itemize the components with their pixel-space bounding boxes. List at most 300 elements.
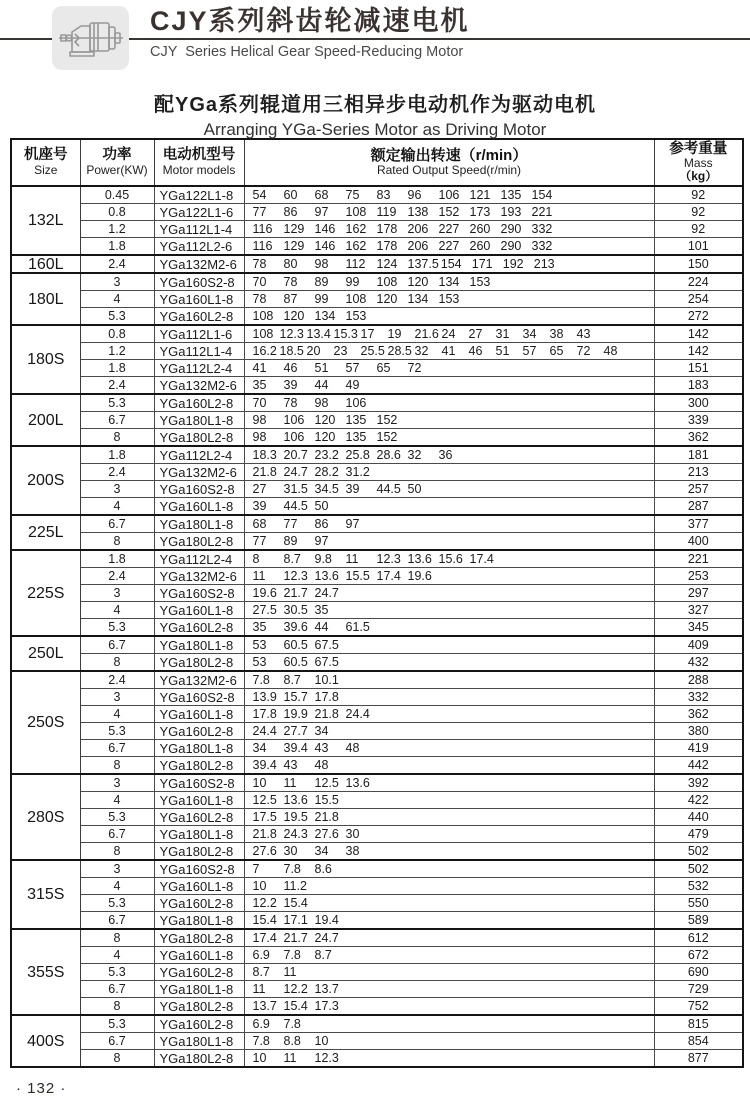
- speed-values: [253, 465, 654, 480]
- speed-values: [253, 896, 654, 911]
- speed-cell: [244, 481, 654, 498]
- speed-values: [253, 275, 654, 290]
- mass-cell: 183: [654, 377, 743, 395]
- speed-value: 89: [283, 533, 298, 548]
- size-cell: 250L: [11, 636, 80, 671]
- speed-values: [253, 205, 654, 220]
- speed-value: 24.7: [314, 585, 339, 600]
- speed-value: 146: [314, 221, 336, 236]
- mass-cell: 377: [654, 515, 743, 533]
- speed-value: 21.8: [252, 826, 277, 841]
- speed-value: 13.7: [252, 998, 277, 1013]
- model-cell: YGa132M2-6: [154, 255, 244, 273]
- speed-value: 178: [376, 238, 398, 253]
- speed-values: [253, 292, 654, 307]
- speed-value: 83: [376, 187, 391, 202]
- speed-value: 68: [252, 516, 267, 531]
- model-cell: YGa180L2-8: [154, 533, 244, 551]
- power-cell: 1.2: [80, 343, 154, 360]
- speed-value: 129: [283, 221, 305, 236]
- power-cell: 6.7: [80, 826, 154, 843]
- speed-values: [253, 1017, 654, 1032]
- speed-value: 13.6: [314, 568, 339, 583]
- model-cell: YGa160L2-8: [154, 1015, 244, 1033]
- mass-cell: 253: [654, 568, 743, 585]
- size-cell: 200S: [11, 446, 80, 515]
- size-cell: 355S: [11, 929, 80, 1015]
- speed-value: 10: [252, 775, 267, 790]
- power-cell: 4: [80, 498, 154, 516]
- speed-value: 11: [283, 1050, 297, 1065]
- speed-values: [253, 188, 654, 203]
- speed-values: [253, 482, 654, 497]
- speed-value: 38: [345, 843, 360, 858]
- table-row: [11, 255, 743, 273]
- mass-cell: 854: [654, 1033, 743, 1050]
- speed-value: 30: [283, 843, 298, 858]
- model-cell: YGa180L1-8: [154, 740, 244, 757]
- speed-value: 32: [407, 447, 422, 462]
- table-row: [11, 740, 743, 757]
- speed-value: 50: [314, 498, 329, 513]
- page-title-en: CJY Series Helical Gear Speed-Reducing Motor: [150, 44, 464, 60]
- speed-value: 77: [283, 516, 298, 531]
- table-row: [11, 860, 743, 878]
- mass-header-unit: （kg）: [679, 169, 718, 183]
- speed-value: 7.8: [252, 672, 270, 687]
- speed-value: 193: [500, 204, 522, 219]
- power-header-en: Power(KW): [86, 163, 148, 177]
- power-cell: 3: [80, 689, 154, 706]
- mass-cell: 479: [654, 826, 743, 843]
- speed-values: [253, 378, 654, 393]
- size-cell: 132L: [11, 186, 80, 255]
- speed-values: [253, 655, 654, 670]
- mass-cell: 432: [654, 654, 743, 672]
- speed-value: 21.8: [314, 809, 339, 824]
- speed-value: 17.4: [469, 551, 494, 566]
- speed-values: [253, 222, 654, 237]
- speed-cell: [244, 1050, 654, 1068]
- speed-cell: [244, 186, 654, 204]
- speed-cell: [244, 740, 654, 757]
- speed-cell: [244, 343, 654, 360]
- speed-value: 43: [314, 740, 329, 755]
- speed-cell: [244, 636, 654, 654]
- table-row: [11, 464, 743, 481]
- table-row: [11, 308, 743, 326]
- model-cell: YGa160S2-8: [154, 689, 244, 706]
- speed-value: 153: [469, 274, 491, 289]
- speed-value: 78: [252, 256, 267, 271]
- table-row: [11, 412, 743, 429]
- model-header-en: Motor models: [162, 163, 236, 177]
- speed-value: 11: [283, 964, 297, 979]
- model-cell: YGa160L2-8: [154, 394, 244, 412]
- table-row: [11, 689, 743, 706]
- mass-cell: 440: [654, 809, 743, 826]
- speed-value: 8.7: [252, 964, 270, 979]
- table-row: [11, 325, 743, 343]
- speed-value: 11: [283, 775, 297, 790]
- speed-value: 15.6: [438, 551, 463, 566]
- speed-value: 13.4: [306, 326, 331, 341]
- size-cell: 180L: [11, 273, 80, 325]
- power-cell: 5.3: [80, 723, 154, 740]
- speed-cell: [244, 895, 654, 912]
- speed-cell: [244, 394, 654, 412]
- speed-values: [253, 327, 654, 342]
- speed-value: 70: [252, 274, 267, 289]
- speed-value: 70: [252, 395, 267, 410]
- power-cell: 6.7: [80, 636, 154, 654]
- column-header-speed: [244, 139, 654, 186]
- speed-values: [253, 552, 654, 567]
- model-cell: YGa180L1-8: [154, 412, 244, 429]
- speed-values: [253, 396, 654, 411]
- speed-value: 162: [345, 238, 367, 253]
- column-header-model: [154, 139, 244, 186]
- speed-value: 8.7: [283, 551, 301, 566]
- speed-value: 221: [531, 204, 553, 219]
- power-cell: 5.3: [80, 308, 154, 326]
- power-cell: 8: [80, 429, 154, 447]
- speed-values: [253, 707, 654, 722]
- speed-value: 260: [469, 238, 491, 253]
- speed-cell: [244, 515, 654, 533]
- speed-value: 17.5: [252, 809, 277, 824]
- table-row: [11, 291, 743, 308]
- power-cell: 1.8: [80, 446, 154, 464]
- model-cell: YGa160S2-8: [154, 860, 244, 878]
- speed-values: [253, 793, 654, 808]
- speed-value: 49: [345, 377, 360, 392]
- table-row: [11, 947, 743, 964]
- power-cell: 6.7: [80, 740, 154, 757]
- speed-value: 120: [314, 429, 336, 444]
- speed-value: 152: [438, 204, 460, 219]
- speed-value: 8.8: [283, 1033, 301, 1048]
- speed-value: 17.4: [252, 930, 277, 945]
- table-row: [11, 602, 743, 619]
- mass-cell: 151: [654, 360, 743, 377]
- speed-values: [253, 913, 654, 928]
- speed-value: 146: [314, 238, 336, 253]
- table-row: [11, 792, 743, 809]
- speed-value: 57: [345, 360, 360, 375]
- speed-value: 48: [603, 343, 618, 358]
- model-cell: YGa160L2-8: [154, 619, 244, 637]
- speed-value: 77: [252, 533, 267, 548]
- mass-cell: 254: [654, 291, 743, 308]
- table-row: [11, 1050, 743, 1068]
- speed-value: 19: [387, 326, 402, 341]
- speed-value: 116: [252, 221, 273, 236]
- speed-value: 34: [522, 326, 537, 341]
- speed-cell: [244, 929, 654, 947]
- speed-value: 11: [252, 568, 266, 583]
- model-cell: YGa160L2-8: [154, 308, 244, 326]
- speed-value: 12.3: [283, 568, 308, 583]
- speed-value: 78: [283, 395, 298, 410]
- speed-value: 21.8: [252, 464, 277, 479]
- mass-cell: 690: [654, 964, 743, 981]
- power-cell: 1.2: [80, 221, 154, 238]
- speed-value: 39: [345, 481, 360, 496]
- speed-value: 61.5: [345, 619, 370, 634]
- speed-value: 17.8: [252, 706, 277, 721]
- speed-value: 67.5: [314, 654, 339, 669]
- speed-value: 34: [314, 723, 329, 738]
- speed-value: 129: [283, 238, 305, 253]
- speed-header-en: Rated Output Speed(r/min): [376, 163, 522, 177]
- speed-values: [253, 620, 654, 635]
- speed-value: 332: [531, 221, 553, 236]
- mass-cell: 142: [654, 325, 743, 343]
- speed-value: 120: [376, 291, 398, 306]
- speed-value: 39: [252, 498, 267, 513]
- mass-cell: 589: [654, 912, 743, 930]
- table-row: [11, 343, 743, 360]
- table-row: [11, 706, 743, 723]
- power-cell: 6.7: [80, 912, 154, 930]
- speed-value: 99: [345, 274, 360, 289]
- table-row: [11, 550, 743, 568]
- speed-value: 19.6: [252, 585, 277, 600]
- speed-value: 19.9: [283, 706, 308, 721]
- speed-value: 21.6: [414, 326, 439, 341]
- speed-value: 60.5: [283, 637, 308, 652]
- power-cell: 2.4: [80, 255, 154, 273]
- mass-cell: 101: [654, 238, 743, 256]
- speed-value: 28.2: [314, 464, 339, 479]
- speed-value: 27.6: [314, 826, 339, 841]
- power-cell: 0.8: [80, 325, 154, 343]
- table-row: [11, 446, 743, 464]
- speed-value: 227: [438, 238, 460, 253]
- speed-value: 24.4: [345, 706, 370, 721]
- speed-value: 173: [469, 204, 491, 219]
- table-row: [11, 981, 743, 998]
- speed-value: 134: [314, 308, 336, 323]
- column-header-mass: [654, 139, 743, 186]
- mass-cell: 502: [654, 843, 743, 861]
- speed-value: 44: [314, 377, 329, 392]
- speed-value: 39.4: [283, 740, 308, 755]
- speed-value: 78: [283, 274, 298, 289]
- speed-cell: [244, 981, 654, 998]
- speed-values: [253, 257, 654, 272]
- speed-cell: [244, 602, 654, 619]
- table-row: [11, 273, 743, 291]
- speed-values: [253, 430, 654, 445]
- speed-value: 35: [314, 602, 329, 617]
- speed-values: [253, 690, 654, 705]
- speed-value: 108: [345, 204, 367, 219]
- speed-value: 108: [376, 274, 398, 289]
- speed-cell: [244, 325, 654, 343]
- speed-value: 106: [438, 187, 460, 202]
- speed-value: 135: [500, 187, 522, 202]
- speed-values: [253, 827, 654, 842]
- speed-value: 30.5: [283, 602, 308, 617]
- speed-value: 13.6: [407, 551, 432, 566]
- column-header-size: [11, 139, 80, 186]
- speed-value: 6.9: [252, 1016, 270, 1031]
- mass-cell: 362: [654, 706, 743, 723]
- speed-value: 10: [252, 878, 267, 893]
- speed-cell: [244, 291, 654, 308]
- speed-values: [253, 844, 654, 859]
- speed-values: [253, 534, 654, 549]
- size-cell: 225L: [11, 515, 80, 550]
- speed-values: [253, 586, 654, 601]
- speed-values: [253, 361, 654, 376]
- speed-value: 80: [283, 256, 298, 271]
- model-cell: YGa160L1-8: [154, 947, 244, 964]
- speed-cell: [244, 533, 654, 551]
- speed-value: 7: [252, 861, 260, 876]
- speed-value: 19.6: [407, 568, 432, 583]
- speed-values: [253, 603, 654, 618]
- speed-values: [253, 638, 654, 653]
- speed-cell: [244, 446, 654, 464]
- speed-value: 65: [549, 343, 564, 358]
- power-cell: 5.3: [80, 619, 154, 637]
- speed-value: 134: [407, 291, 429, 306]
- mass-cell: 392: [654, 774, 743, 792]
- speed-cell: [244, 757, 654, 775]
- speed-cell: [244, 429, 654, 447]
- speed-value: 43: [576, 326, 591, 341]
- speed-value: 44.5: [376, 481, 401, 496]
- speed-value: 135: [345, 412, 367, 427]
- speed-value: 44.5: [283, 498, 308, 513]
- speed-value: 31.5: [283, 481, 308, 496]
- speed-value: 16.2: [252, 343, 277, 358]
- speed-value: 15.7: [283, 689, 308, 704]
- speed-value: 290: [500, 221, 522, 236]
- speed-value: 48: [345, 740, 360, 755]
- speed-values: [253, 499, 654, 514]
- speed-cell: [244, 809, 654, 826]
- model-cell: YGa132M2-6: [154, 464, 244, 481]
- speed-value: 24.3: [283, 826, 308, 841]
- speed-value: 34: [314, 843, 329, 858]
- speed-value: 12.3: [376, 551, 401, 566]
- speed-value: 25.8: [345, 447, 370, 462]
- model-cell: YGa160L2-8: [154, 895, 244, 912]
- speed-values: [253, 982, 654, 997]
- speed-value: 7.8: [283, 861, 301, 876]
- speed-value: 17.3: [314, 998, 339, 1013]
- table-row: [11, 809, 743, 826]
- speed-cell: [244, 1033, 654, 1050]
- speed-value: 34: [252, 740, 267, 755]
- size-cell: 250S: [11, 671, 80, 774]
- mass-cell: 422: [654, 792, 743, 809]
- power-cell: 4: [80, 291, 154, 308]
- speed-value: 18.5: [279, 343, 304, 358]
- speed-value: 6.9: [252, 947, 270, 962]
- speed-value: 13.6: [283, 792, 308, 807]
- speed-value: 38: [549, 326, 564, 341]
- speed-values: [253, 448, 654, 463]
- power-cell: 6.7: [80, 1033, 154, 1050]
- speed-values: [253, 931, 654, 946]
- speed-value: 17: [360, 326, 375, 341]
- speed-value: 119: [376, 204, 397, 219]
- power-cell: 8: [80, 843, 154, 861]
- power-cell: 2.4: [80, 671, 154, 689]
- power-cell: 8: [80, 1050, 154, 1068]
- table-row: [11, 533, 743, 551]
- model-cell: YGa160S2-8: [154, 585, 244, 602]
- speed-value: 72: [576, 343, 591, 358]
- size-cell: 180S: [11, 325, 80, 394]
- speed-value: 27.7: [283, 723, 308, 738]
- speed-value: 21.8: [314, 706, 339, 721]
- speed-value: 31.2: [345, 464, 370, 479]
- mass-cell: 612: [654, 929, 743, 947]
- table-row: [11, 964, 743, 981]
- speed-header-cn: 额定输出转速（r/min）: [370, 147, 528, 164]
- speed-cell: [244, 273, 654, 291]
- table-row: [11, 1033, 743, 1050]
- mass-cell: 345: [654, 619, 743, 637]
- mass-header-en: Mass: [683, 156, 713, 170]
- power-cell: 5.3: [80, 895, 154, 912]
- speed-value: 98: [252, 412, 267, 427]
- speed-value: 98: [252, 429, 267, 444]
- speed-value: 116: [252, 238, 273, 253]
- power-cell: 2.4: [80, 377, 154, 395]
- table-row: [11, 826, 743, 843]
- speed-value: 178: [376, 221, 398, 236]
- model-cell: YGa160L1-8: [154, 602, 244, 619]
- speed-cell: [244, 671, 654, 689]
- speed-value: 10: [252, 1050, 267, 1065]
- table-row: [11, 757, 743, 775]
- table-header: [11, 139, 743, 186]
- speed-cell: [244, 998, 654, 1016]
- model-cell: YGa160L1-8: [154, 878, 244, 895]
- speed-cell: [244, 360, 654, 377]
- speed-value: 51: [314, 360, 329, 375]
- model-cell: YGa180L2-8: [154, 929, 244, 947]
- speed-values: [253, 741, 654, 756]
- model-cell: YGa112L2-4: [154, 360, 244, 377]
- speed-value: 53: [252, 654, 267, 669]
- table-row: [11, 221, 743, 238]
- speed-value: 41: [252, 360, 267, 375]
- model-cell: YGa180L1-8: [154, 515, 244, 533]
- speed-value: 15.4: [283, 895, 308, 910]
- speed-value: 36: [438, 447, 453, 462]
- speed-value: 39.6: [283, 619, 308, 634]
- size-header-cn: 机座号: [24, 147, 68, 163]
- speed-value: 51: [495, 343, 510, 358]
- model-cell: YGa112L1-6: [154, 325, 244, 343]
- mass-cell: 221: [654, 550, 743, 568]
- mass-cell: 288: [654, 671, 743, 689]
- column-header-power: [80, 139, 154, 186]
- mass-cell: 729: [654, 981, 743, 998]
- speed-value: 87: [283, 291, 298, 306]
- speed-value: 108: [252, 308, 274, 323]
- speed-value: 162: [345, 221, 367, 236]
- mass-cell: 400: [654, 533, 743, 551]
